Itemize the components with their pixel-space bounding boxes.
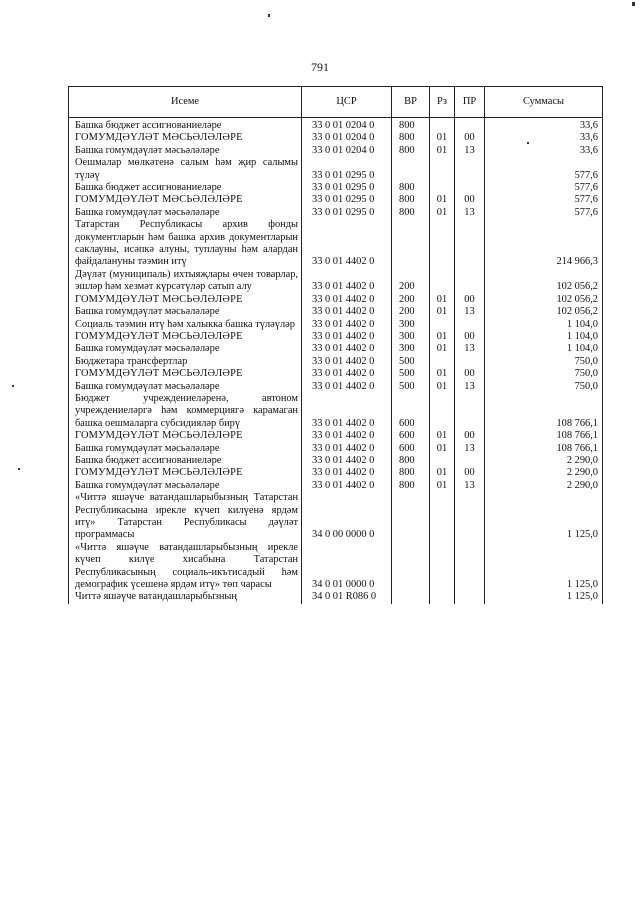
cell-rz [430, 455, 455, 467]
cell-rz [430, 157, 455, 182]
table-row [69, 480, 603, 492]
cell-name: Башка гомумдәүләт мәсьәләләре [69, 343, 302, 355]
scan-mark [12, 385, 14, 387]
cell-name: Татарстан Республикасы архив фонды документларын һәм башка архив документларын саклауны, исәпкә алуны, туплауны һәм алардан файдалануны тәэмин итү [69, 219, 302, 269]
header-vr: ВР [392, 87, 430, 118]
cell-pr: 00 [455, 132, 485, 144]
cell-csr: 34 0 01 0000 0 [302, 542, 392, 592]
header-sum: Суммасы [485, 87, 603, 118]
cell-rz [430, 319, 455, 331]
cell-pr: 13 [455, 480, 485, 492]
cell-rz: 01 [430, 343, 455, 355]
cell-vr [392, 542, 430, 592]
cell-name: Башка гомумдәүләт мәсьәләләре [69, 381, 302, 393]
cell-vr: 800 [392, 194, 430, 206]
cell-rz: 01 [430, 368, 455, 380]
cell-csr: 33 0 01 0295 0 [302, 194, 392, 206]
cell-name: Социаль тәэмин итү һәм халыкка башка түләүләр [69, 319, 302, 331]
cell-rz: 01 [430, 381, 455, 393]
cell-name: ГОМУМДӘҮЛӘТ МӘСЬӘЛӘЛӘРЕ [69, 467, 302, 479]
cell-csr: 34 0 00 0000 0 [302, 492, 392, 542]
cell-vr: 800 [392, 480, 430, 492]
cell-sum: 1 125,0 [485, 591, 603, 603]
cell-pr: 00 [455, 331, 485, 343]
scan-mark [527, 142, 529, 144]
cell-name: Дәүләт (муниципаль) ихтыяҗлары өчен товарлар, эшләр һәм хезмәт күрсәтүләр сатып алу [69, 269, 302, 294]
cell-vr: 500 [392, 381, 430, 393]
cell-sum: 1 125,0 [485, 492, 603, 542]
table-row [69, 542, 603, 592]
cell-csr: 33 0 01 4402 0 [302, 381, 392, 393]
cell-rz: 01 [430, 306, 455, 318]
header-csr: ЦСР [302, 87, 392, 118]
cell-sum: 102 056,2 [485, 306, 603, 318]
cell-csr: 33 0 01 4402 0 [302, 356, 392, 368]
cell-csr: 33 0 01 4402 0 [302, 269, 392, 294]
cell-pr [455, 356, 485, 368]
table-row [69, 132, 603, 144]
cell-rz [430, 219, 455, 269]
cell-name: Читтә яшәүче ватандашларыбызның [69, 591, 302, 603]
cell-rz [430, 269, 455, 294]
cell-vr [392, 591, 430, 603]
cell-name: Оешмалар мөлкәтенә салым һәм җир салымы түләү [69, 157, 302, 182]
cell-pr [455, 118, 485, 133]
cell-sum: 750,0 [485, 356, 603, 368]
cell-name: ГОМУМДӘҮЛӘТ МӘСЬӘЛӘЛӘРЕ [69, 331, 302, 343]
cell-pr: 13 [455, 381, 485, 393]
cell-name: «Читтә яшәүче ватандашларыбызның ирекле күчеп килүе хисабына Татарстан Республикасының социаль-икътисадый һәм демографик үсешенә ярдәм итү» төп чарасы [69, 542, 302, 592]
cell-csr: 33 0 01 4402 0 [302, 294, 392, 306]
cell-name: Башка бюджет ассигнованиеләре [69, 182, 302, 194]
cell-pr [455, 393, 485, 430]
cell-sum: 102 056,2 [485, 269, 603, 294]
cell-name: ГОМУМДӘҮЛӘТ МӘСЬӘЛӘЛӘРЕ [69, 194, 302, 206]
cell-csr: 33 0 01 4402 0 [302, 393, 392, 430]
table-row [69, 118, 603, 133]
page-number: 791 [311, 60, 329, 74]
budget-table [68, 86, 603, 604]
cell-vr: 300 [392, 331, 430, 343]
cell-sum: 102 056,2 [485, 294, 603, 306]
cell-csr: 33 0 01 0204 0 [302, 118, 392, 133]
cell-rz: 01 [430, 480, 455, 492]
cell-vr: 200 [392, 306, 430, 318]
cell-sum: 2 290,0 [485, 480, 603, 492]
table-row [69, 393, 603, 430]
cell-rz: 01 [430, 467, 455, 479]
cell-csr: 33 0 01 0204 0 [302, 132, 392, 144]
cell-name: Башка гомумдәүләт мәсьәләләре [69, 145, 302, 157]
cell-vr: 800 [392, 182, 430, 194]
cell-csr: 33 0 01 4402 0 [302, 430, 392, 442]
cell-rz: 01 [430, 443, 455, 455]
cell-vr: 600 [392, 443, 430, 455]
cell-pr: 13 [455, 443, 485, 455]
cell-pr [455, 455, 485, 467]
table-row [69, 207, 603, 219]
header-pr: ПР [455, 87, 485, 118]
cell-name: Бюджет учреждениеләренә, автоном учреждениеләргә һәм коммерциягә карамаган башка оешмаларга субсидияләр бирү [69, 393, 302, 430]
cell-pr: 13 [455, 343, 485, 355]
cell-name: Башка гомумдәүләт мәсьәләләре [69, 306, 302, 318]
cell-sum: 108 766,1 [485, 393, 603, 430]
cell-rz: 01 [430, 207, 455, 219]
cell-vr: 800 [392, 467, 430, 479]
cell-name: Бюджетара трансфертлар [69, 356, 302, 368]
cell-pr [455, 319, 485, 331]
table-row [69, 182, 603, 194]
cell-pr [455, 219, 485, 269]
cell-pr: 00 [455, 430, 485, 442]
cell-sum: 750,0 [485, 368, 603, 380]
table-row [69, 306, 603, 318]
cell-pr [455, 182, 485, 194]
scan-mark [18, 468, 20, 470]
cell-sum: 577,6 [485, 194, 603, 206]
cell-pr [455, 542, 485, 592]
table-row [69, 269, 603, 294]
cell-pr [455, 591, 485, 603]
cell-rz: 01 [430, 294, 455, 306]
cell-rz: 01 [430, 145, 455, 157]
table-header-row [69, 87, 603, 118]
cell-name: Башка гомумдәүләт мәсьәләләре [69, 443, 302, 455]
cell-sum: 108 766,1 [485, 430, 603, 442]
cell-vr: 800 [392, 132, 430, 144]
cell-vr: 200 [392, 269, 430, 294]
cell-rz [430, 118, 455, 133]
cell-vr: 300 [392, 343, 430, 355]
cell-name: «Читтә яшәүче ватандашларыбызның Татарстан Республикасына ирекле күчеп килүенә ярдәм итү» Татарстан Республикасы дәүләт программасы [69, 492, 302, 542]
cell-rz [430, 393, 455, 430]
cell-csr: 33 0 01 4402 0 [302, 467, 392, 479]
table-row [69, 356, 603, 368]
cell-name: Башка гомумдәүләт мәсьәләләре [69, 207, 302, 219]
cell-name: ГОМУМДӘҮЛӘТ МӘСЬӘЛӘЛӘРЕ [69, 294, 302, 306]
table-row [69, 194, 603, 206]
cell-name: Башка гомумдәүләт мәсьәләләре [69, 480, 302, 492]
table-row [69, 443, 603, 455]
cell-sum: 33,6 [485, 145, 603, 157]
cell-sum: 2 290,0 [485, 467, 603, 479]
cell-rz: 01 [430, 132, 455, 144]
cell-pr: 00 [455, 194, 485, 206]
cell-sum: 33,6 [485, 132, 603, 144]
scan-mark [268, 14, 270, 17]
cell-rz: 01 [430, 194, 455, 206]
cell-pr: 13 [455, 207, 485, 219]
table-row [69, 467, 603, 479]
cell-sum: 1 125,0 [485, 542, 603, 592]
cell-csr: 33 0 01 4402 0 [302, 480, 392, 492]
table-row [69, 455, 603, 467]
table-row [69, 591, 603, 603]
cell-rz [430, 492, 455, 542]
cell-pr [455, 269, 485, 294]
cell-vr [392, 157, 430, 182]
cell-vr: 300 [392, 319, 430, 331]
cell-sum: 1 104,0 [485, 343, 603, 355]
cell-name: ГОМУМДӘҮЛӘТ МӘСЬӘЛӘЛӘРЕ [69, 430, 302, 442]
cell-csr: 33 0 01 0295 0 [302, 182, 392, 194]
cell-rz [430, 591, 455, 603]
cell-csr: 33 0 01 4402 0 [302, 306, 392, 318]
header-name: Исеме [69, 87, 302, 118]
table-row [69, 145, 603, 157]
table-row [69, 381, 603, 393]
cell-sum: 577,6 [485, 207, 603, 219]
cell-rz: 01 [430, 331, 455, 343]
cell-vr [392, 219, 430, 269]
cell-pr: 00 [455, 294, 485, 306]
cell-sum: 750,0 [485, 381, 603, 393]
cell-rz [430, 356, 455, 368]
cell-vr: 800 [392, 207, 430, 219]
cell-pr: 00 [455, 467, 485, 479]
cell-vr: 800 [392, 145, 430, 157]
cell-csr: 33 0 01 4402 0 [302, 443, 392, 455]
cell-vr: 500 [392, 368, 430, 380]
cell-csr: 34 0 01 R086 0 [302, 591, 392, 603]
cell-csr: 33 0 01 4402 0 [302, 219, 392, 269]
cell-name: Башка бюджет ассигнованиеләре [69, 118, 302, 133]
table-body [69, 118, 603, 604]
cell-csr: 33 0 01 0295 0 [302, 157, 392, 182]
table-row [69, 343, 603, 355]
table-row [69, 319, 603, 331]
cell-pr: 13 [455, 145, 485, 157]
cell-csr: 33 0 01 4402 0 [302, 455, 392, 467]
cell-vr: 800 [392, 118, 430, 133]
cell-csr: 33 0 01 0204 0 [302, 145, 392, 157]
cell-rz [430, 542, 455, 592]
cell-csr: 33 0 01 4402 0 [302, 343, 392, 355]
table-row [69, 430, 603, 442]
table-row [69, 157, 603, 182]
cell-rz [430, 182, 455, 194]
cell-name: ГОМУМДӘҮЛӘТ МӘСЬӘЛӘЛӘРЕ [69, 132, 302, 144]
cell-pr: 13 [455, 306, 485, 318]
cell-rz: 01 [430, 430, 455, 442]
cell-pr [455, 492, 485, 542]
cell-sum: 577,6 [485, 182, 603, 194]
cell-vr: 200 [392, 294, 430, 306]
table-row [69, 294, 603, 306]
cell-sum: 1 104,0 [485, 331, 603, 343]
cell-sum: 1 104,0 [485, 319, 603, 331]
cell-name: Башка бюджет ассигнованиеләре [69, 455, 302, 467]
cell-csr: 33 0 01 0295 0 [302, 207, 392, 219]
table-row [69, 331, 603, 343]
table-row [69, 368, 603, 380]
cell-pr: 00 [455, 368, 485, 380]
cell-vr: 500 [392, 356, 430, 368]
table-row [69, 492, 603, 542]
cell-sum: 2 290,0 [485, 455, 603, 467]
cell-vr [392, 492, 430, 542]
cell-name: ГОМУМДӘҮЛӘТ МӘСЬӘЛӘЛӘРЕ [69, 368, 302, 380]
cell-sum: 214 966,3 [485, 219, 603, 269]
cell-csr: 33 0 01 4402 0 [302, 368, 392, 380]
cell-pr [455, 157, 485, 182]
cell-vr: 600 [392, 430, 430, 442]
cell-sum: 577,6 [485, 157, 603, 182]
scan-mark [632, 2, 635, 6]
table-row [69, 219, 603, 269]
cell-sum: 33,6 [485, 118, 603, 133]
cell-csr: 33 0 01 4402 0 [302, 319, 392, 331]
cell-csr: 33 0 01 4402 0 [302, 331, 392, 343]
cell-sum: 108 766,1 [485, 443, 603, 455]
cell-vr: 600 [392, 393, 430, 430]
cell-vr: 800 [392, 455, 430, 467]
header-rz: Рз [430, 87, 455, 118]
